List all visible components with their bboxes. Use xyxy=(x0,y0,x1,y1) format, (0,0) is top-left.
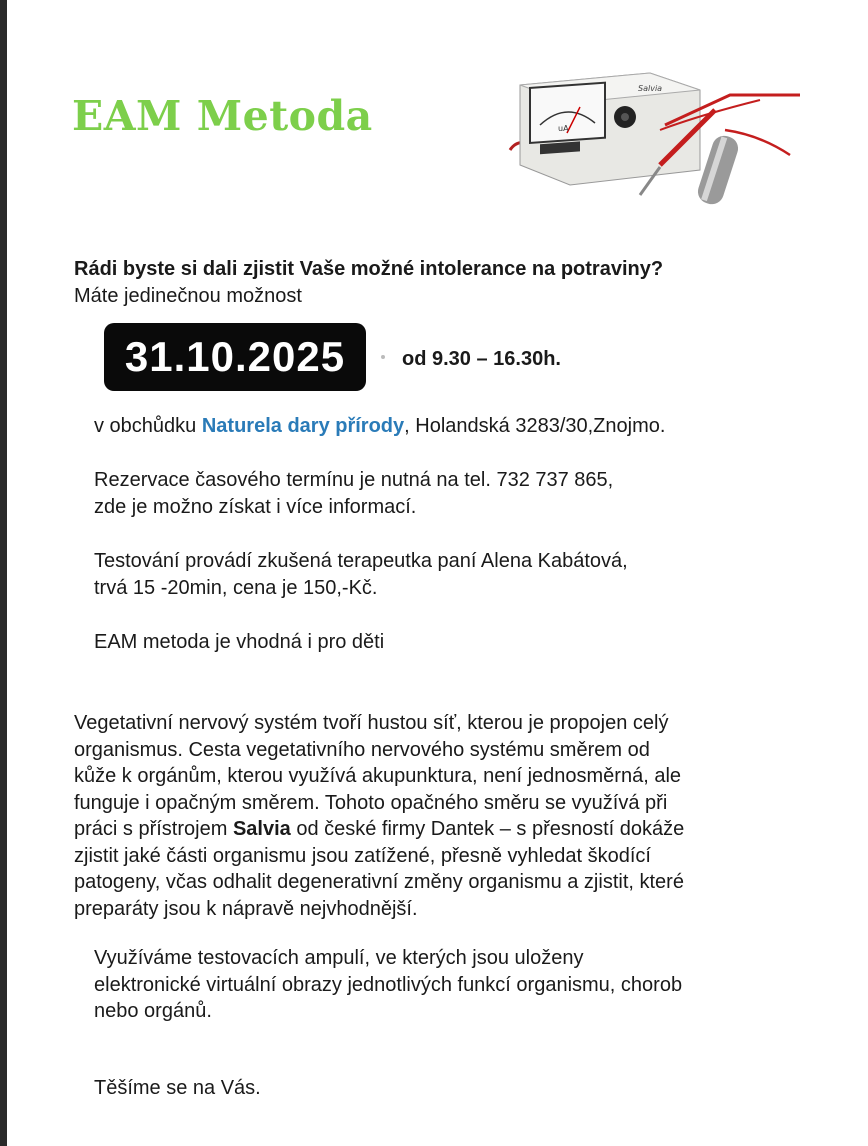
ampules-line: Využíváme testovacích ampulí, ve kterých jsou uloženy xyxy=(94,947,584,969)
ampules-block xyxy=(94,945,682,1025)
description-line: funguje i opačným směrem. Tohoto opačného směru se využívá při xyxy=(74,791,668,814)
description-line5-prefix: práci s přístrojem xyxy=(74,818,233,840)
description-line5-suffix: od české firmy Dantek – s přesností dokáže xyxy=(290,818,685,840)
page-title: EAM Metoda xyxy=(72,92,373,140)
testing-block xyxy=(94,548,628,601)
store-name: Naturela dary přírody xyxy=(201,415,405,437)
meter-unit-label: uA xyxy=(558,124,569,133)
description-line-salvia xyxy=(74,816,684,843)
salvia-bold: Salvia xyxy=(232,818,291,840)
reservation-line-1: Rezervace časového termínu je nutná na tel. 732 737 865, xyxy=(94,469,614,491)
location-prefix: v obchůdku xyxy=(94,415,202,437)
description-line: organismus. Cesta vegetativního nervového systému směrem od xyxy=(74,738,650,761)
description-line: Vegetativní nervový systém tvoří hustou síť, kterou je propojen celý xyxy=(74,712,669,734)
description-line: zjistit jaké části organismu jsou zatížené, přesně vyhledat škodící xyxy=(74,844,651,867)
description-line: preparáty jsou k nápravě nejvhodnější. xyxy=(74,897,418,920)
location-address: , Holandská 3283/30,Znojmo. xyxy=(404,415,666,437)
event-date-badge: 31.10.2025 xyxy=(104,323,366,391)
separator-dot xyxy=(381,355,385,359)
kids-note: EAM metoda je vhodná i pro děti xyxy=(94,631,385,653)
description-block xyxy=(74,710,684,922)
reservation-line-2: zde je možno získat i více informací. xyxy=(94,495,417,518)
eam-device-image xyxy=(500,55,800,215)
left-border xyxy=(0,0,7,1146)
event-hours: od 9.30 – 16.30h. xyxy=(402,348,561,370)
location-line xyxy=(94,413,665,439)
description-line: kůže k orgánům, kterou využívá akupunktura, není jednosměrná, ale xyxy=(74,765,682,787)
testing-line-1: Testování provádí zkušená terapeutka paní Alena Kabátová, xyxy=(94,550,628,572)
ampules-line: elektronické virtuální obrazy jednotlivých funkcí organismu, chorob xyxy=(94,973,683,996)
device-brand-label: Salvia xyxy=(638,84,663,93)
intro-question: Rádi byste si dali zjistit Vaše možné intolerance na potraviny? xyxy=(74,258,664,280)
intro-opportunity: Máte jedinečnou možnost xyxy=(74,285,302,307)
description-line: patogeny, včas odhalit degenerativní změny organismu a zjistit, které xyxy=(74,871,684,893)
testing-line-2: trvá 15 -20min, cena je 150,-Kč. xyxy=(94,576,378,599)
closing-text: Těšíme se na Vás. xyxy=(94,1077,261,1099)
reservation-block xyxy=(94,467,613,520)
ampules-line: nebo orgánů. xyxy=(94,1000,212,1022)
